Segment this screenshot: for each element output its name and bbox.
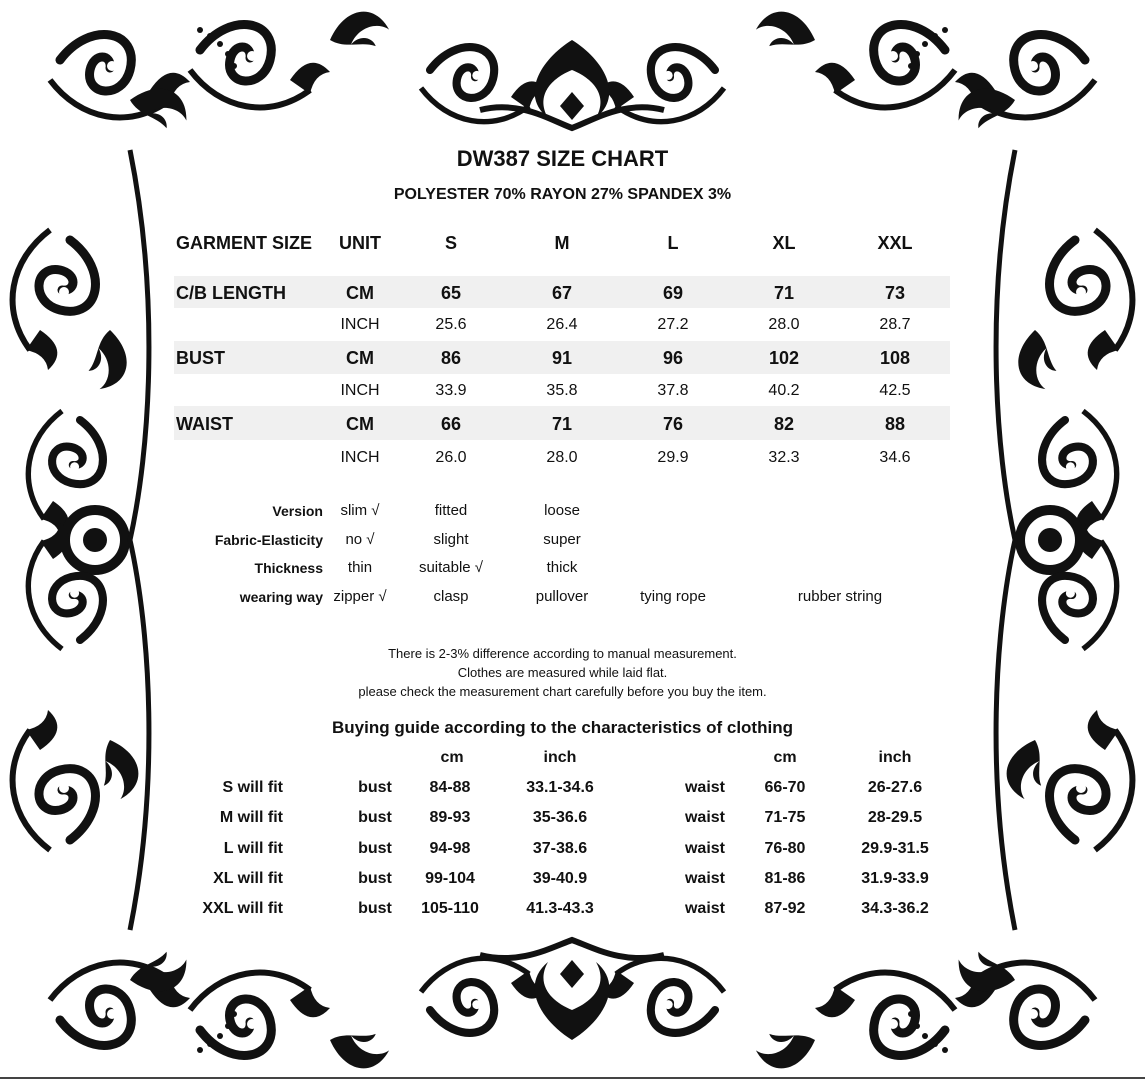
unit-cell: CM [346,348,374,368]
value-cell: 67 [551,283,573,303]
guide-bust-inch: 39-40.9 [532,870,588,887]
value-cell: 91 [551,348,573,368]
guide-bust-label: bust [358,870,392,887]
row-label: C/B LENGTH [176,283,286,303]
guide-header-cm: cm [773,749,797,766]
value-cell: 28.0 [768,316,800,333]
material-composition: POLYESTER 70% RAYON 27% SPANDEX 3% [393,186,732,203]
value-cell: 28.0 [546,449,578,466]
guide-bust-cm: 89-93 [429,809,471,826]
value-cell: 96 [662,348,684,368]
value-cell: 82 [773,414,795,434]
value-cell: 32.3 [768,449,800,466]
value-cell: 33.9 [435,382,467,399]
measurement-note: Clothes are measured while laid flat. [457,665,668,680]
attribute-option: thick [546,559,578,576]
guide-waist-inch: 28-29.5 [867,809,923,826]
guide-fit-label: XXL will fit [202,900,283,917]
attribute-label-version: Version [272,503,323,519]
value-cell: 65 [440,283,462,303]
guide-waist-inch: 34.3-36.2 [861,900,929,917]
attribute-label-wearing-way: wearing way [239,589,323,605]
unit-cell: CM [346,283,374,303]
chart-title: DW387 SIZE CHART [456,146,669,171]
attribute-option: pullover [535,588,589,605]
attribute-option: slim √ [340,502,380,519]
guide-bust-label: bust [358,900,392,917]
attribute-option: thin [347,559,373,576]
header-unit: UNIT [339,233,381,253]
value-cell: 27.2 [657,316,689,333]
guide-waist-inch: 31.9-33.9 [861,870,929,887]
guide-waist-cm: 76-80 [764,840,806,857]
attribute-option: suitable √ [418,559,484,576]
guide-fit-label: M will fit [219,809,283,826]
unit-cell: CM [346,414,374,434]
guide-bust-cm: 99-104 [425,870,475,887]
header-size-s: S [444,233,457,253]
measurement-note: please check the measurement chart carefully before you buy the item. [358,684,767,699]
unit-cell: INCH [340,382,380,399]
guide-waist-cm: 81-86 [764,870,806,887]
attribute-option: loose [544,502,580,519]
guide-waist-label: waist [684,840,725,857]
row-label: BUST [176,348,225,368]
value-cell: 29.9 [657,449,689,466]
guide-fit-label: L will fit [223,840,283,857]
value-cell: 71 [551,414,573,434]
value-cell: 71 [773,283,795,303]
guide-waist-label: waist [684,779,725,796]
guide-bust-cm: 84-88 [429,779,471,796]
attribute-label-elasticity: Fabric-Elasticity [214,532,323,548]
bottom-border-line [0,1077,1145,1079]
value-cell: 28.7 [879,316,911,333]
header-size-xl: XL [772,233,796,253]
guide-header-inch: inch [878,749,912,766]
guide-waist-label: waist [684,900,725,917]
attribute-option: slight [433,531,469,548]
attribute-option: fitted [434,502,468,519]
attribute-option: tying rope [640,588,706,605]
value-cell: 73 [884,283,906,303]
value-cell: 69 [662,283,684,303]
value-cell: 108 [879,348,911,368]
guide-waist-label: waist [684,809,725,826]
guide-header-cm: cm [440,749,464,766]
unit-cell: INCH [340,449,380,466]
guide-bust-inch: 37-38.6 [532,840,588,857]
guide-waist-label: waist [684,870,725,887]
header-size-xxl: XXL [877,233,913,253]
guide-waist-cm: 66-70 [764,779,806,796]
row-label: WAIST [176,414,233,434]
buying-guide-title: Buying guide according to the characteristics of clothing [332,718,793,737]
unit-cell: INCH [340,316,380,333]
value-cell: 86 [440,348,462,368]
value-cell: 40.2 [768,382,800,399]
attribute-option: clasp [433,588,469,605]
guide-bust-label: bust [358,779,392,796]
value-cell: 26.0 [435,449,467,466]
guide-waist-inch: 29.9-31.5 [861,840,929,857]
guide-bust-label: bust [358,840,392,857]
guide-fit-label: XL will fit [213,870,283,887]
value-cell: 102 [768,348,800,368]
guide-waist-inch: 26-27.6 [867,779,923,796]
guide-header-inch: inch [543,749,577,766]
attribute-label-thickness: Thickness [254,560,323,576]
guide-waist-cm: 71-75 [764,809,806,826]
guide-bust-label: bust [358,809,392,826]
attribute-option: zipper √ [333,588,387,605]
value-cell: 25.6 [435,316,467,333]
value-cell: 76 [662,414,684,434]
attribute-option: no √ [345,531,375,548]
header-size-l: L [667,233,679,253]
guide-waist-cm: 87-92 [764,900,806,917]
measurement-note: There is 2-3% difference according to manual measurement. [388,646,737,661]
guide-bust-inch: 35-36.6 [532,809,588,826]
guide-bust-cm: 105-110 [421,900,479,917]
guide-bust-inch: 41.3-43.3 [526,900,594,917]
guide-fit-label: S will fit [222,779,283,796]
attribute-option: rubber string [797,588,883,605]
value-cell: 42.5 [879,382,911,399]
value-cell: 37.8 [657,382,689,399]
value-cell: 66 [440,414,462,434]
value-cell: 35.8 [546,382,578,399]
value-cell: 34.6 [879,449,911,466]
attribute-option: super [543,531,581,548]
guide-bust-inch: 33.1-34.6 [526,779,594,796]
header-size-m: M [554,233,570,253]
guide-bust-cm: 94-98 [429,840,471,857]
value-cell: 88 [884,414,906,434]
header-garment-size: GARMENT SIZE [176,233,313,253]
value-cell: 26.4 [546,316,578,333]
